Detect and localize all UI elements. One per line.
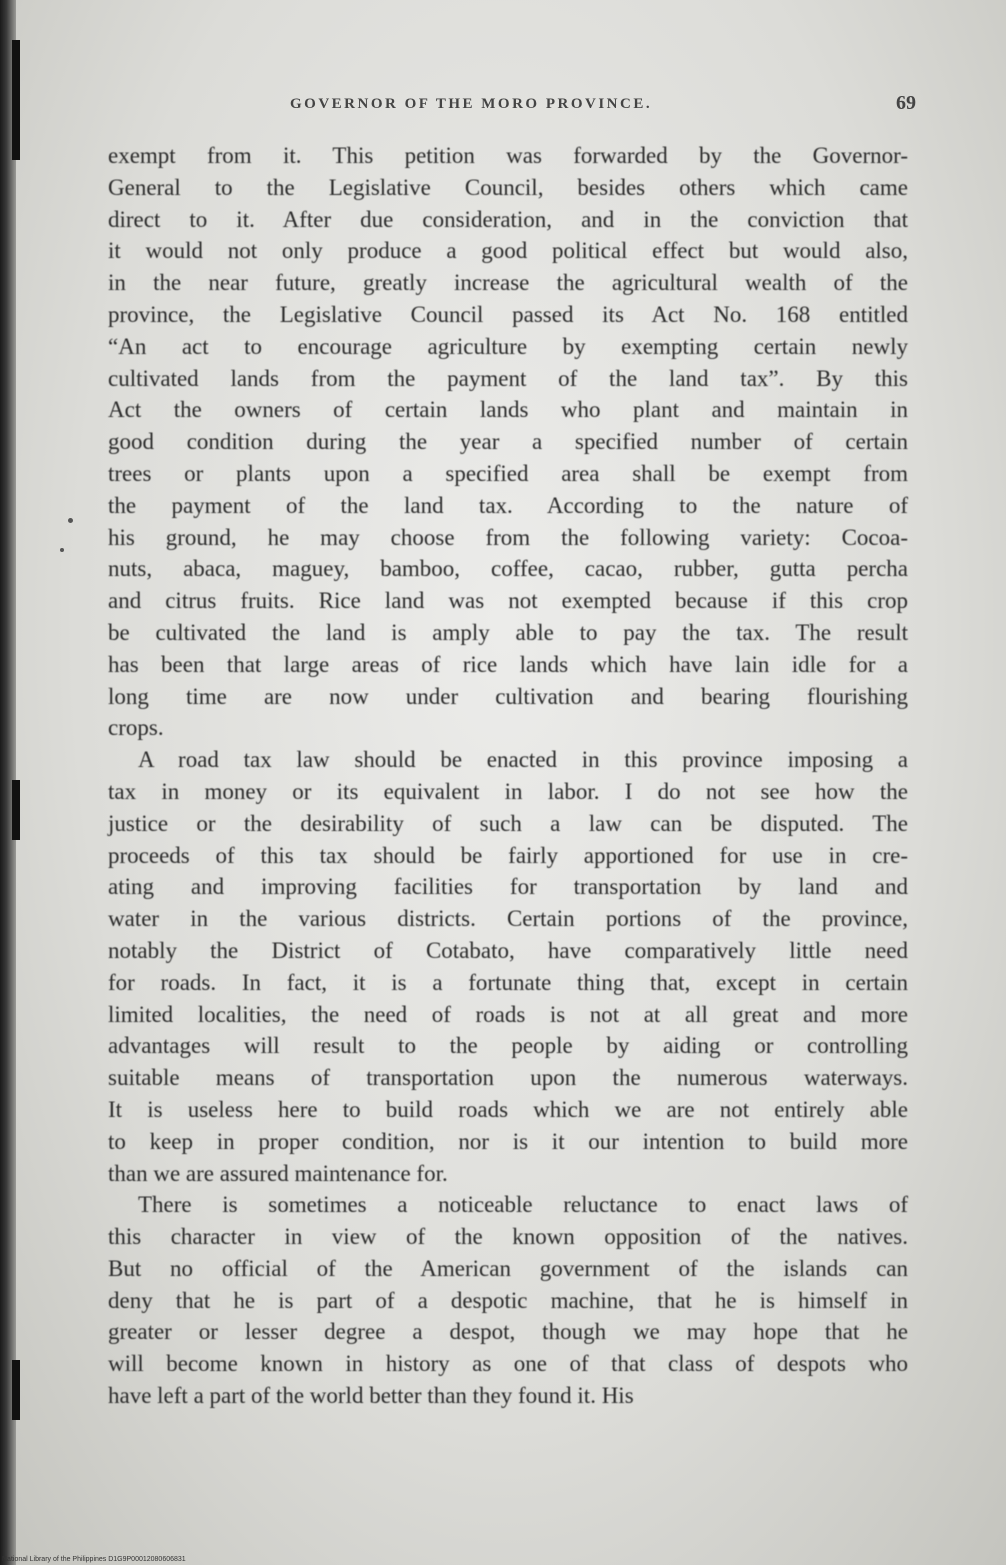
paragraph: [108, 1189, 908, 1412]
text-line: has been that large areas of rice lands which have lain idle for a: [108, 651, 908, 677]
text-line: advantages will result to the people by aiding or controlling: [108, 1033, 908, 1059]
text-line: suitable means of transportation upon the numerous waterways.: [108, 1065, 908, 1091]
text-line: crops.: [108, 715, 164, 741]
text-line: deny that he is part of a despotic machine, that he is himself in: [108, 1287, 908, 1313]
body-text: [108, 140, 908, 1412]
text-line: it would not only produce a good political effect but would also,: [108, 238, 908, 264]
text-line: greater or lesser degree a despot, though we may hope that he: [108, 1319, 908, 1345]
text-line: long time are now under cultivation and bearing flourishing: [108, 683, 908, 709]
text-line: be cultivated the land is amply able to pay the tax. The result: [108, 619, 908, 645]
paragraph: [108, 744, 908, 1189]
scan-footer: National Library of the Philippines D1G9P00012080606831: [2, 1556, 186, 1563]
text-line: this character in view of the known opposition of the natives.: [108, 1224, 908, 1250]
text-line: limited localities, the need of roads is not at all great and more: [108, 1001, 908, 1027]
running-head: GOVERNOR OF THE MORO PROVINCE.: [290, 96, 653, 112]
text-line: his ground, he may choose from the following variety: Cocoa-: [108, 524, 908, 550]
text-line: trees or plants upon a specified area shall be exempt from: [108, 460, 908, 486]
text-line: cultivated lands from the payment of the land tax”. By this: [108, 365, 908, 391]
text-line: ating and improving facilities for transportation by land and: [108, 874, 908, 900]
text-line: Act the owners of certain lands who plant and maintain in: [108, 397, 908, 423]
text-line: will become known in history as one of that class of despots who: [108, 1351, 908, 1377]
edge-mark: [12, 1360, 20, 1420]
text-line: proceeds of this tax should be fairly apportioned for use in cre-: [108, 842, 908, 868]
text-line: General to the Legislative Council, besides others which came: [108, 174, 908, 200]
text-line: There is sometimes a noticeable reluctance to enact laws of: [138, 1192, 908, 1218]
edge-mark: [12, 40, 20, 160]
edge-mark: [12, 780, 20, 840]
text-line: good condition during the year a specified number of certain: [108, 429, 908, 455]
text-line: the payment of the land tax. According to the nature of: [108, 492, 908, 518]
text-line: tax in money or its equivalent in labor. I do not see how the: [108, 778, 908, 804]
text-line: direct to it. After due consideration, and in the conviction that: [108, 206, 908, 232]
text-line: and citrus fruits. Rice land was not exempted because if this crop: [108, 588, 908, 614]
paragraph: [108, 140, 908, 744]
text-line: A road tax law should be enacted in this province imposing a: [138, 747, 908, 773]
text-line: province, the Legislative Council passed its Act No. 168 entitled: [108, 301, 908, 327]
text-line: to keep in proper condition, nor is it our intention to build more: [108, 1128, 908, 1154]
ink-speck: [60, 548, 64, 552]
text-line: nuts, abaca, maguey, bamboo, coffee, cacao, rubber, gutta percha: [108, 556, 908, 582]
text-line: But no official of the American government of the islands can: [108, 1255, 908, 1281]
text-line: notably the District of Cotabato, have comparatively little need: [108, 937, 908, 963]
text-line: “An act to encourage agriculture by exempting certain newly: [108, 333, 908, 359]
text-line: have left a part of the world better than they found it. His: [108, 1383, 634, 1409]
text-line: exempt from it. This petition was forwarded by the Governor-: [108, 143, 908, 168]
text-line: than we are assured maintenance for.: [108, 1160, 448, 1186]
text-line: in the near future, greatly increase the agricultural wealth of the: [108, 270, 908, 296]
text-line: water in the various districts. Certain portions of the province,: [108, 906, 908, 932]
text-line: justice or the desirability of such a law can be disputed. The: [108, 810, 908, 836]
ink-speck: [68, 518, 73, 523]
page-header: [200, 92, 926, 122]
text-line: for roads. In fact, it is a fortunate thing that, except in certain: [108, 969, 908, 995]
page-number: 69: [896, 92, 916, 114]
text-line: It is useless here to build roads which we are not entirely able: [108, 1096, 908, 1122]
